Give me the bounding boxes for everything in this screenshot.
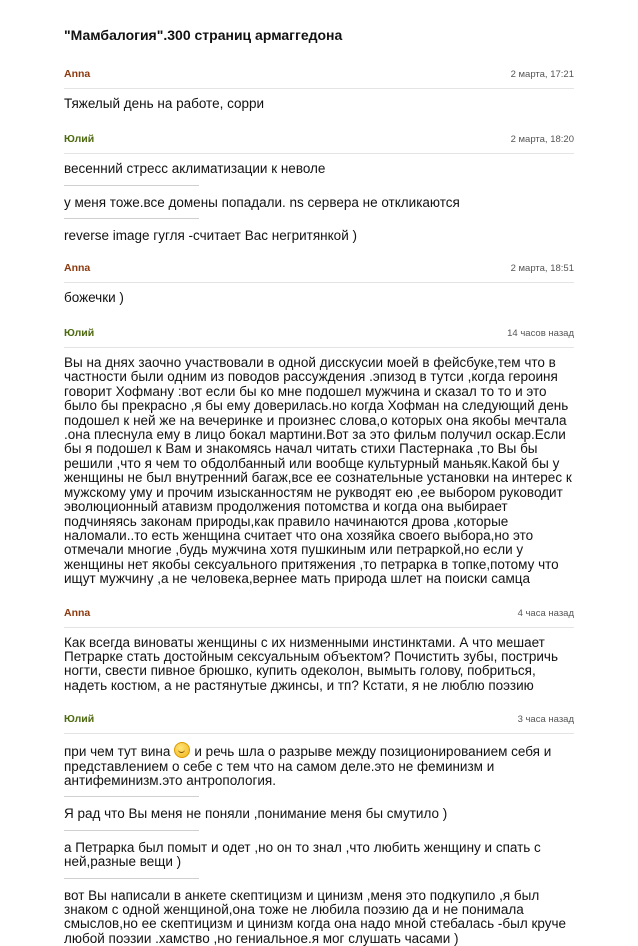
comment-author[interactable]: Anna: [64, 606, 91, 619]
comment-text-before-emoji: при чем тут вина: [64, 744, 171, 760]
divider: [64, 218, 199, 219]
document-page: [64, 26, 574, 946]
comment-text: reverse image гугля -считает Вас негритянкой ): [64, 228, 357, 244]
divider: [64, 796, 199, 797]
comment-text: Вы на днях заочно участвовали в одной дисскусии моей в фейсбуке,тем что в частности были одним из поводов рассуждения .эпизод в тутси ,когда героиня говорит Хофману :вот если бы ко мне подошел мужчина и сказал то то и это было бы прекрасно ,я бы ему доверилась.но когда Хофман на следующий день подошел к ней же на вечеринке и произнес слова,о которых она якобы мечтала .она плеснула ему в лицо бокал мартини.Вот за это фильм получил оскар.Если бы я подошел к Вам и знакомясь начал читать стихи Пастернака ,то Вы бы решили ,что я чем то обдолбанный или вообще культурный маньяк.Какой бы у женщины не был внутренний багаж,все ее сознательные установки на интерес к мужскому уму и прочим изысканностям не руквoдят ею ,ее выбором руководит эволюционный атавизм продолжения потомства и когда она выбирает подчиняясь законам природы,как правило начинаются дрова ,которые наломали..то есть женщина считает что она хозяйка своего выбора,но это отмечали многие ,будь мужчина хотя пушкиным или петраркой,но если у женщины нет якобы сексуального притяжения ,то петрарка в топке,потому что ищут мужчину ,а не человека,вернее мать природа шлет на поиски самца: [64, 355, 572, 587]
divider: [64, 185, 199, 186]
divider: [64, 830, 199, 831]
comment: [64, 133, 574, 243]
comment-text: а Петрарка был помыт и одет ,но он то знал ,что любить женщину и спать с ней,разные вещи ): [64, 839, 541, 870]
comment-timestamp: 4 часа назад: [517, 607, 574, 619]
comment-text: Тяжелый день на работе, сорри: [64, 96, 265, 111]
comment-header: [64, 607, 574, 628]
comment-text: [64, 742, 574, 788]
comment-timestamp: 2 марта, 18:20: [510, 134, 574, 146]
comment-text: Как всегда виноваты женщины с их низменными инстинктами. А что мешает Петрарке стать достойным сексуальным объектом? Почистить зубы, постричь ногти, свести пивное брюшко, купить одеколон, вымыть голову, побриться, надеть костюм, а не растянутые джинсы, и тп? Кстати, я не люблю поэзию: [64, 634, 558, 693]
comment-timestamp: 2 марта, 17:21: [510, 69, 574, 80]
document-title: "Мамбалогия".300 страниц армаггедона: [64, 27, 343, 43]
comment-timestamp: 14 часов назад: [507, 328, 574, 340]
comment-header: [64, 133, 574, 154]
smiley-icon: [174, 742, 190, 758]
divider: [64, 878, 199, 879]
comment-author[interactable]: Anna: [64, 68, 91, 80]
comment-timestamp: 2 марта, 18:51: [510, 262, 574, 274]
comment: [64, 327, 574, 587]
comment: [64, 262, 574, 305]
comment-text: весенний стресс аклиматизации к неволе: [64, 161, 326, 177]
comment-text: божечки ): [64, 289, 124, 305]
comment-text-after-emoji: и речь шла о разрыве между позиционированием себя и представлением о себе с тем что на самом деле.это не феминизм и антифеминизм.это антропология.: [64, 744, 552, 788]
comment-author[interactable]: Юлий: [64, 713, 95, 726]
comment-text: Я рад что Вы меня не поняли ,понимание меня бы смутило ): [64, 806, 448, 822]
comment: [64, 713, 574, 946]
comment-text: вот Вы написали в анкете скептицизм и цинизм ,меня это подкупило ,я был знаком с одной женщиной,она тоже не любила поэзию да и не понимала смыслов,но ее скептицизм и цинизм когда она надо мной стебалась -был круче любой поэзии .хамство ,но гениальное.я мог слушать часами ): [64, 887, 567, 946]
comment-header: [64, 262, 574, 283]
comment-header: [64, 327, 574, 348]
comment-header: [64, 713, 574, 734]
comment-timestamp: 3 часа назад: [517, 714, 574, 726]
comment: [64, 607, 574, 694]
comment: [64, 68, 574, 111]
comment-text: у меня тоже.все домены попадали. ns сервера не откликаются: [64, 194, 460, 210]
comment-author[interactable]: Юлий: [64, 327, 95, 340]
comment-author[interactable]: Anna: [64, 261, 91, 274]
comment-header: [64, 68, 574, 89]
comment-author[interactable]: Юлий: [64, 133, 95, 146]
